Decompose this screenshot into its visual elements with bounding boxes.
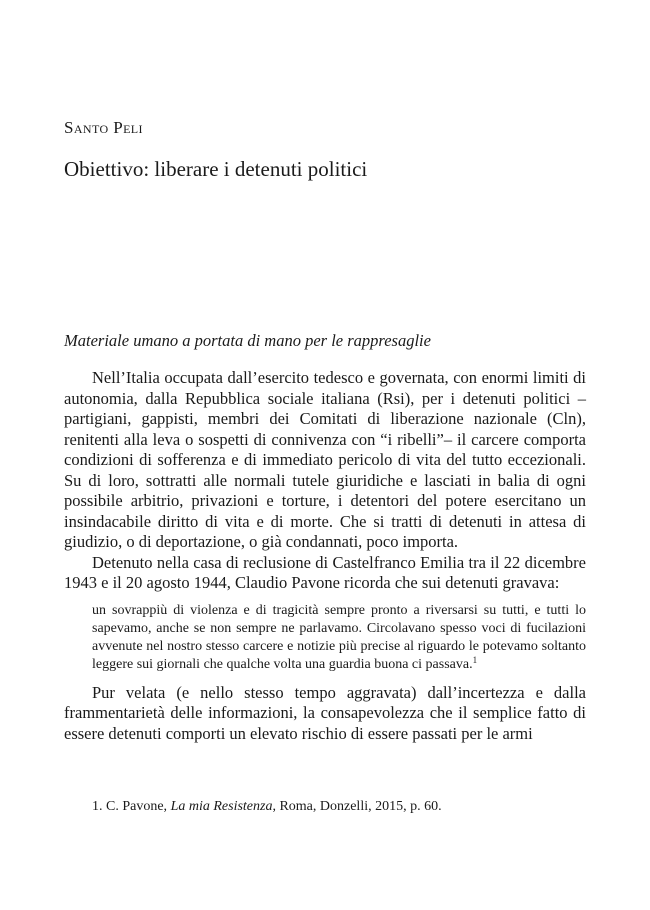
- paragraph: Pur velata (e nello stesso tempo aggravata) dall’incertezza e dalla frammentarietà delle informazioni, la consapevolezza che il semplice fatto di essere detenuti comporti un elevato rischio di essere passati per le armi: [64, 682, 586, 743]
- chapter-author: Santo Peli: [64, 118, 143, 137]
- paragraph: Nell’Italia occupata dall’esercito tedesco e governata, con enormi limiti di autonomia, dalla Repubblica sociale italiana (Rsi), per i detenuti politici – partigiani, gappisti, membri dei Comitati di liberazione nazionale (Cln), renitenti alla leva o sospetti di connivenza con “i ribelli”– il carcere comporta condizioni di sofferenza e di immediato pericolo di vita del tutto eccezionali. Su di loro, sottratti alle normali tutele giuridiche e lasciati in balia di ogni possibile arbitrio, privazioni e torture, i detentori del potere esercitano un insindacabile diritto di vita e di morte. Che si tratti di detenuti in attesa di giudizio, o di deportazione, o già condannati, poco importa.: [64, 368, 586, 551]
- footnote: [92, 799, 442, 815]
- body-text: [64, 368, 586, 744]
- section-heading: Materiale umano a portata di mano per le rappresaglie: [64, 331, 431, 350]
- footnote-reference: 1: [472, 655, 478, 666]
- footnote-details: , Roma, Donzelli, 2015, p. 60.: [272, 799, 442, 814]
- paragraph: Detenuto nella casa di reclusione di Castelfranco Emilia tra il 22 dicembre 1943 e il 20 agosto 1944, Claudio Pavone ricorda che sui detenuti gravava:: [64, 552, 586, 592]
- footnote-citation: 1. C. Pavone,: [92, 799, 168, 814]
- quote-text: un sovrappiù di violenza e di tragicità sempre pronto a riversarsi su tutti, e tutti lo sapevamo, anche se non sempre ne parlavamo. Circolavano spesso voci di fucilazioni avvenute nel nostro stesso carcere e notizie più precise al riguardo le potevamo soltanto leggere sui giornali che qualche volta una guardia buona ci passava.: [92, 602, 586, 673]
- chapter-title: Obiettivo: liberare i detenuti politici: [64, 157, 368, 181]
- block-quote: [92, 602, 586, 675]
- footnote-book-title: La mia Resistenza: [170, 799, 273, 814]
